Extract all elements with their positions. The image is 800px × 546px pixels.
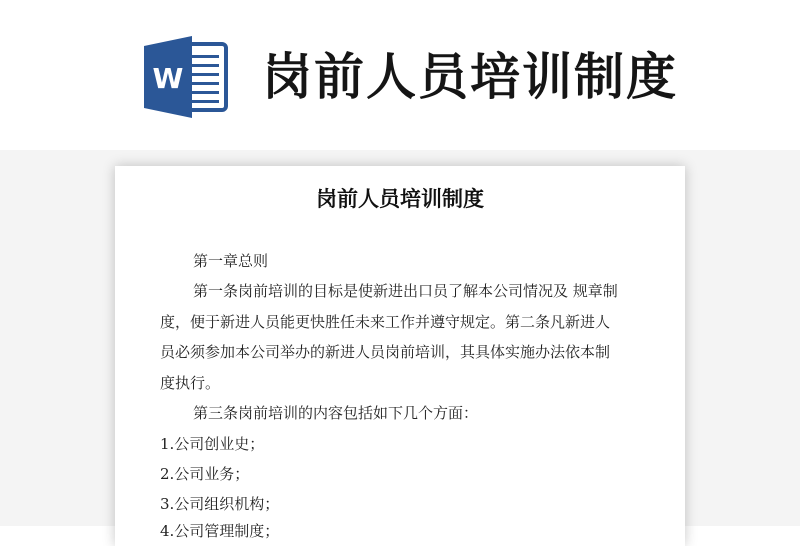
list-item: 1.公司创业史； [160,435,265,453]
word-icon [142,34,228,120]
word-icon-letter: W [152,62,184,95]
paragraph1-line3: 员必须参加本公司举办的新进人员岗前培训，其具体实施办法依本制 [160,343,611,361]
document-title: 岗前人员培训制度 [316,186,484,211]
paragraph1-line2: 度，便于新进人员能更快胜任未来工作并遵守规定。第二条凡新进人 [160,313,611,331]
paragraph2: 第三条岗前培训的内容包括如下几个方面： [193,404,479,422]
chapter-heading: 第一章总则 [193,252,269,270]
paragraph1-line4: 度执行。 [160,374,221,392]
list-item: 3.公司组织机构； [160,495,280,513]
list-item: 2.公司业务； [160,465,250,483]
header-banner [0,0,800,150]
list-item: 4.公司管理制度； [160,522,280,540]
header-title: 岗前人员培训制度 [262,48,678,106]
paragraph1-line1: 第一条岗前培训的目标是使新进出口员了解本公司情况及 规章制 [193,282,618,300]
